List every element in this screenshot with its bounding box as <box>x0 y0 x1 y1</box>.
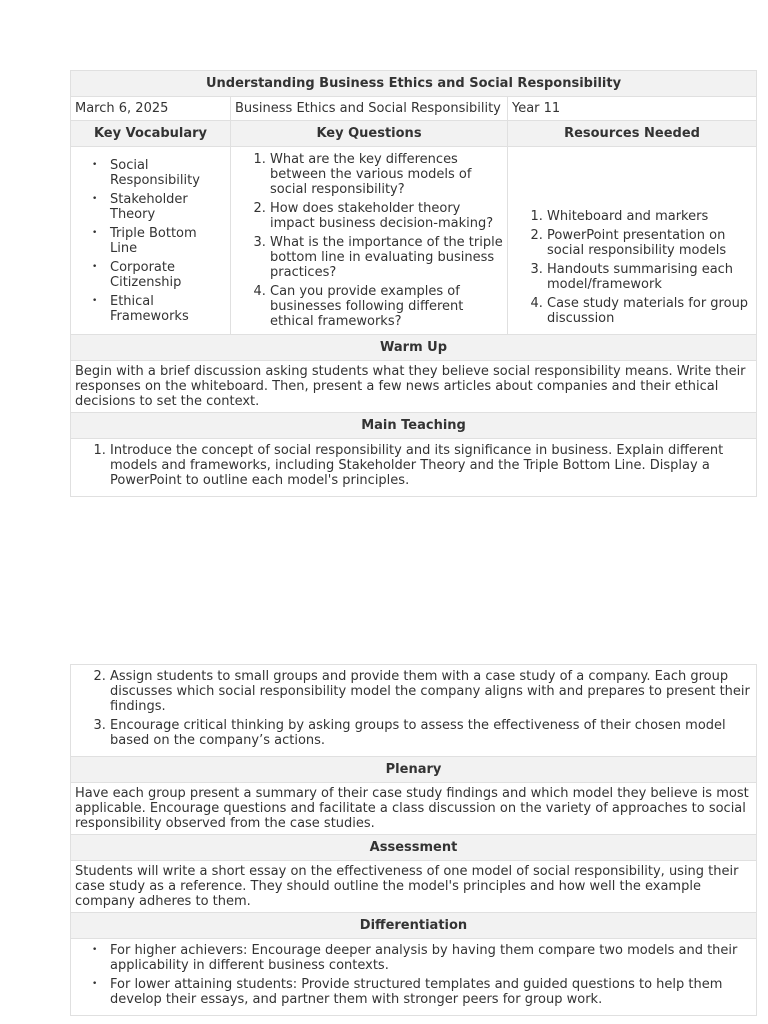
warm-up-text: Begin with a brief discussion asking students what they believe social responsibility means. Write their responses on the whiteboard. Then, present a few news articles about companies and their ethical decisions to set the context. <box>71 361 757 413</box>
list-item: 1. Introduce the concept of social responsibility and its significance in business. Explain different models and frameworks, including Stakeholder Theory and the Triple Bottom Line. Display a PowerPoint to outline each model's principles. <box>110 443 752 488</box>
section-headers-row <box>71 121 757 147</box>
list-item: • Social Responsibility <box>110 158 226 188</box>
warm-up-row <box>71 361 757 413</box>
meta-row <box>71 97 757 121</box>
list-item: • Ethical Frameworks <box>110 294 226 324</box>
list-item: 4. Case study materials for group discussion <box>547 296 752 326</box>
vocabulary-list <box>75 158 226 324</box>
plenary-header-row <box>71 757 757 783</box>
lesson-subject: Business Ethics and Social Responsibility <box>231 97 508 121</box>
lesson-plan-table-page-2 <box>70 664 757 1016</box>
plenary-header: Plenary <box>71 757 757 783</box>
assessment-row <box>71 861 757 913</box>
list-item: • Corporate Citizenship <box>110 260 226 290</box>
list-item: • For lower attaining students: Provide structured templates and guided questions to help them develop their essays, and partner them with stronger peers for group work. <box>110 977 752 1007</box>
main-teaching-header-row <box>71 413 757 439</box>
list-item: 1. What are the key differences between the various models of social responsibility? <box>270 152 503 197</box>
title-row <box>71 71 757 97</box>
list-item: 2. Assign students to small groups and provide them with a case study of a company. Each group discusses which social responsibility model the company aligns with and prepares to present their findings. <box>110 669 752 714</box>
lists-row <box>71 147 757 335</box>
main-teaching-continued-cell <box>71 665 757 757</box>
resources-list <box>512 209 752 326</box>
list-item: 2. How does stakeholder theory impact business decision-making? <box>270 201 503 231</box>
list-item: • For higher achievers: Encourage deeper analysis by having them compare two models and their applicability in different business contexts. <box>110 943 752 973</box>
warm-up-header-row <box>71 335 757 361</box>
differentiation-header-row <box>71 913 757 939</box>
differentiation-row <box>71 939 757 1016</box>
resources-header: Resources Needed <box>508 121 757 147</box>
differentiation-cell <box>71 939 757 1016</box>
list-item: • Triple Bottom Line <box>110 226 226 256</box>
assessment-header-row <box>71 835 757 861</box>
lesson-date: March 6, 2025 <box>71 97 231 121</box>
main-teaching-row <box>71 439 757 497</box>
main-teaching-continued-row <box>71 665 757 757</box>
vocabulary-header: Key Vocabulary <box>71 121 231 147</box>
list-item: 2. PowerPoint presentation on social responsibility models <box>547 228 752 258</box>
questions-list <box>235 152 503 329</box>
list-item: 3. Encourage critical thinking by asking groups to assess the effectiveness of their chosen model based on the company’s actions. <box>110 718 752 748</box>
main-teaching-list <box>75 443 752 488</box>
differentiation-header: Differentiation <box>71 913 757 939</box>
list-item: 4. Can you provide examples of businesses following different ethical frameworks? <box>270 284 503 329</box>
warm-up-header: Warm Up <box>71 335 757 361</box>
main-teaching-list-continued <box>75 669 752 748</box>
list-item: • Stakeholder Theory <box>110 192 226 222</box>
plenary-row <box>71 783 757 835</box>
resources-cell <box>508 147 757 335</box>
differentiation-list <box>75 943 752 1007</box>
assessment-header: Assessment <box>71 835 757 861</box>
main-teaching-header: Main Teaching <box>71 413 757 439</box>
main-teaching-cell <box>71 439 757 497</box>
list-item: 1. Whiteboard and markers <box>547 209 752 224</box>
questions-header: Key Questions <box>231 121 508 147</box>
assessment-text: Students will write a short essay on the effectiveness of one model of social responsibility, using their case study as a reference. They should outline the model's principles and how well the example company adheres to them. <box>71 861 757 913</box>
lesson-title: Understanding Business Ethics and Social Responsibility <box>71 71 757 97</box>
plenary-text: Have each group present a summary of their case study findings and which model they believe is most applicable. Encourage questions and facilitate a class discussion on the variety of approaches to social responsibility observed from the case studies. <box>71 783 757 835</box>
lesson-plan-table-page-1 <box>70 70 757 497</box>
vocabulary-cell <box>71 147 231 335</box>
questions-cell <box>231 147 508 335</box>
lesson-year: Year 11 <box>508 97 757 121</box>
list-item: 3. What is the importance of the triple bottom line in evaluating business practices? <box>270 235 503 280</box>
list-item: 3. Handouts summarising each model/framework <box>547 262 752 292</box>
